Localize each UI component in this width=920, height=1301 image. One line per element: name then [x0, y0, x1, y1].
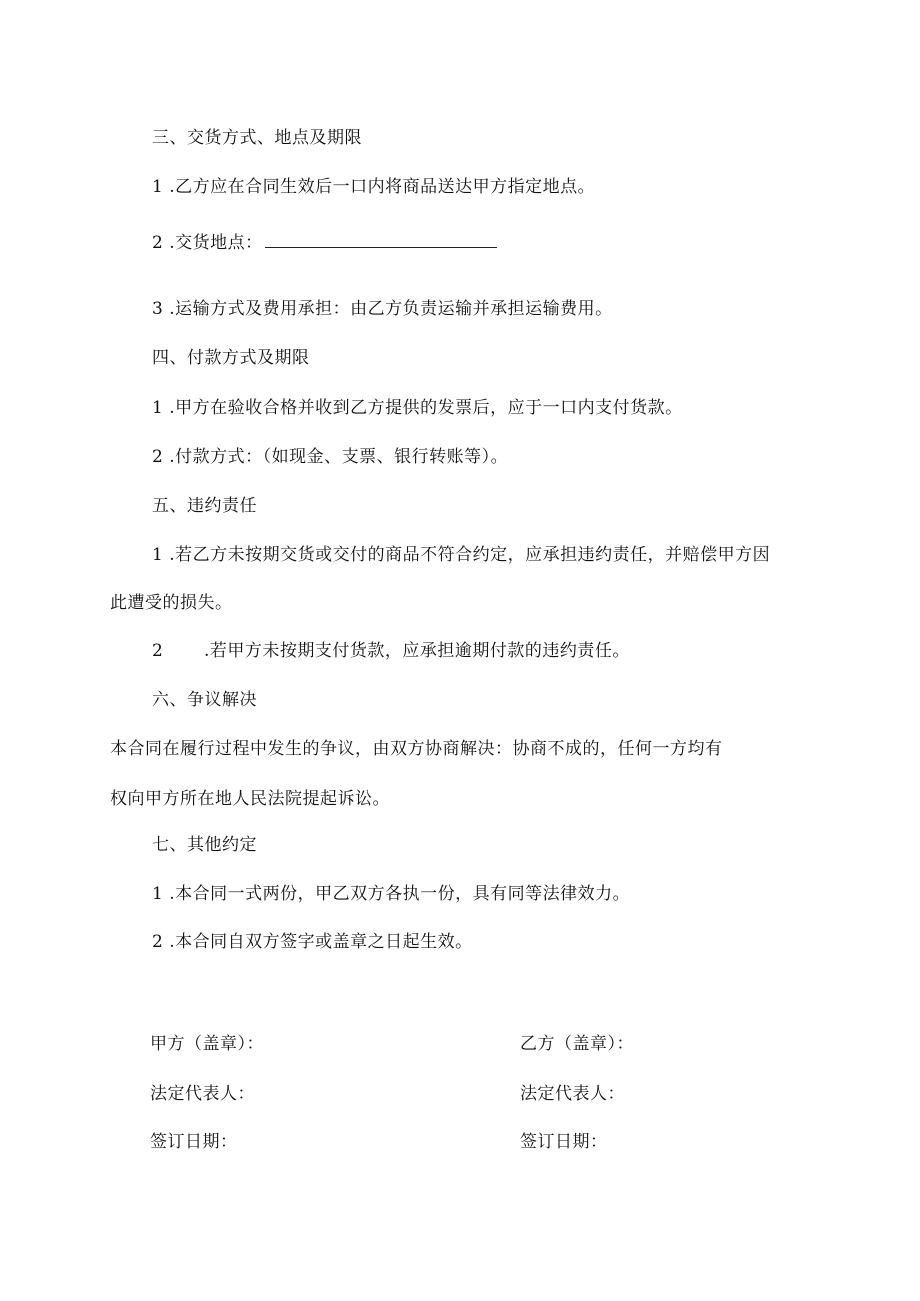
clause-4-1: 1 .甲方在验收合格并收到乙方提供的发票后，应于一口内支付货款。 [152, 398, 683, 418]
section-6-heading: 六、争议解决 [152, 690, 257, 710]
delivery-place-label: 2 .交货地点： [152, 233, 263, 253]
dispute-line2: 权向甲方所在地人民法院提起诉讼。 [110, 789, 390, 809]
party-b-sign-date: 签订日期： [520, 1132, 608, 1152]
clause-5-1-line2: 此遭受的损失。 [110, 593, 233, 613]
clause-4-2: 2 .付款方式：（如现金、支票、银行转账等）。 [152, 447, 509, 467]
party-a-sign-date: 签订日期： [150, 1132, 238, 1152]
clause-5-2-text: .若甲方未按期支付货款，应承担逾期付款的违约责任。 [204, 641, 630, 661]
party-a-legal-rep: 法定代表人： [150, 1084, 255, 1104]
party-b-legal-rep: 法定代表人： [520, 1084, 625, 1104]
clause-3-1: 1 .乙方应在合同生效后一口内将商品送达甲方指定地点。 [152, 177, 596, 197]
clause-5-2 [152, 639, 630, 663]
delivery-place-blank [265, 229, 497, 248]
section-3-heading: 三、交货方式、地点及期限 [152, 128, 362, 148]
dispute-line1: 本合同在履行过程中发生的争议，由双方协商解决：协商不成的，任何一方均有 [110, 739, 723, 759]
clause-3-3: 3 .运输方式及费用承担：由乙方负责运输并承担运输费用。 [152, 299, 613, 319]
party-b-seal: 乙方（盖章）： [520, 1034, 634, 1054]
clause-5-1-line1: 1 .若乙方未按期交货或交付的商品不符合约定，应承担违约责任，并赔偿甲方因 [152, 545, 771, 565]
clause-7-2: 2 .本合同自双方签字或盖章之日起生效。 [152, 932, 473, 952]
section-4-heading: 四、付款方式及期限 [152, 348, 310, 368]
party-a-seal: 甲方（盖章）： [150, 1034, 264, 1054]
clause-5-2-number: 2 [152, 641, 164, 661]
section-5-heading: 五、违约责任 [152, 496, 257, 516]
section-7-heading: 七、其他约定 [152, 835, 257, 855]
clause-7-1: 1 .本合同一式两份，甲乙双方各执一份，具有同等法律效力。 [152, 884, 631, 904]
clause-3-2 [152, 229, 497, 255]
